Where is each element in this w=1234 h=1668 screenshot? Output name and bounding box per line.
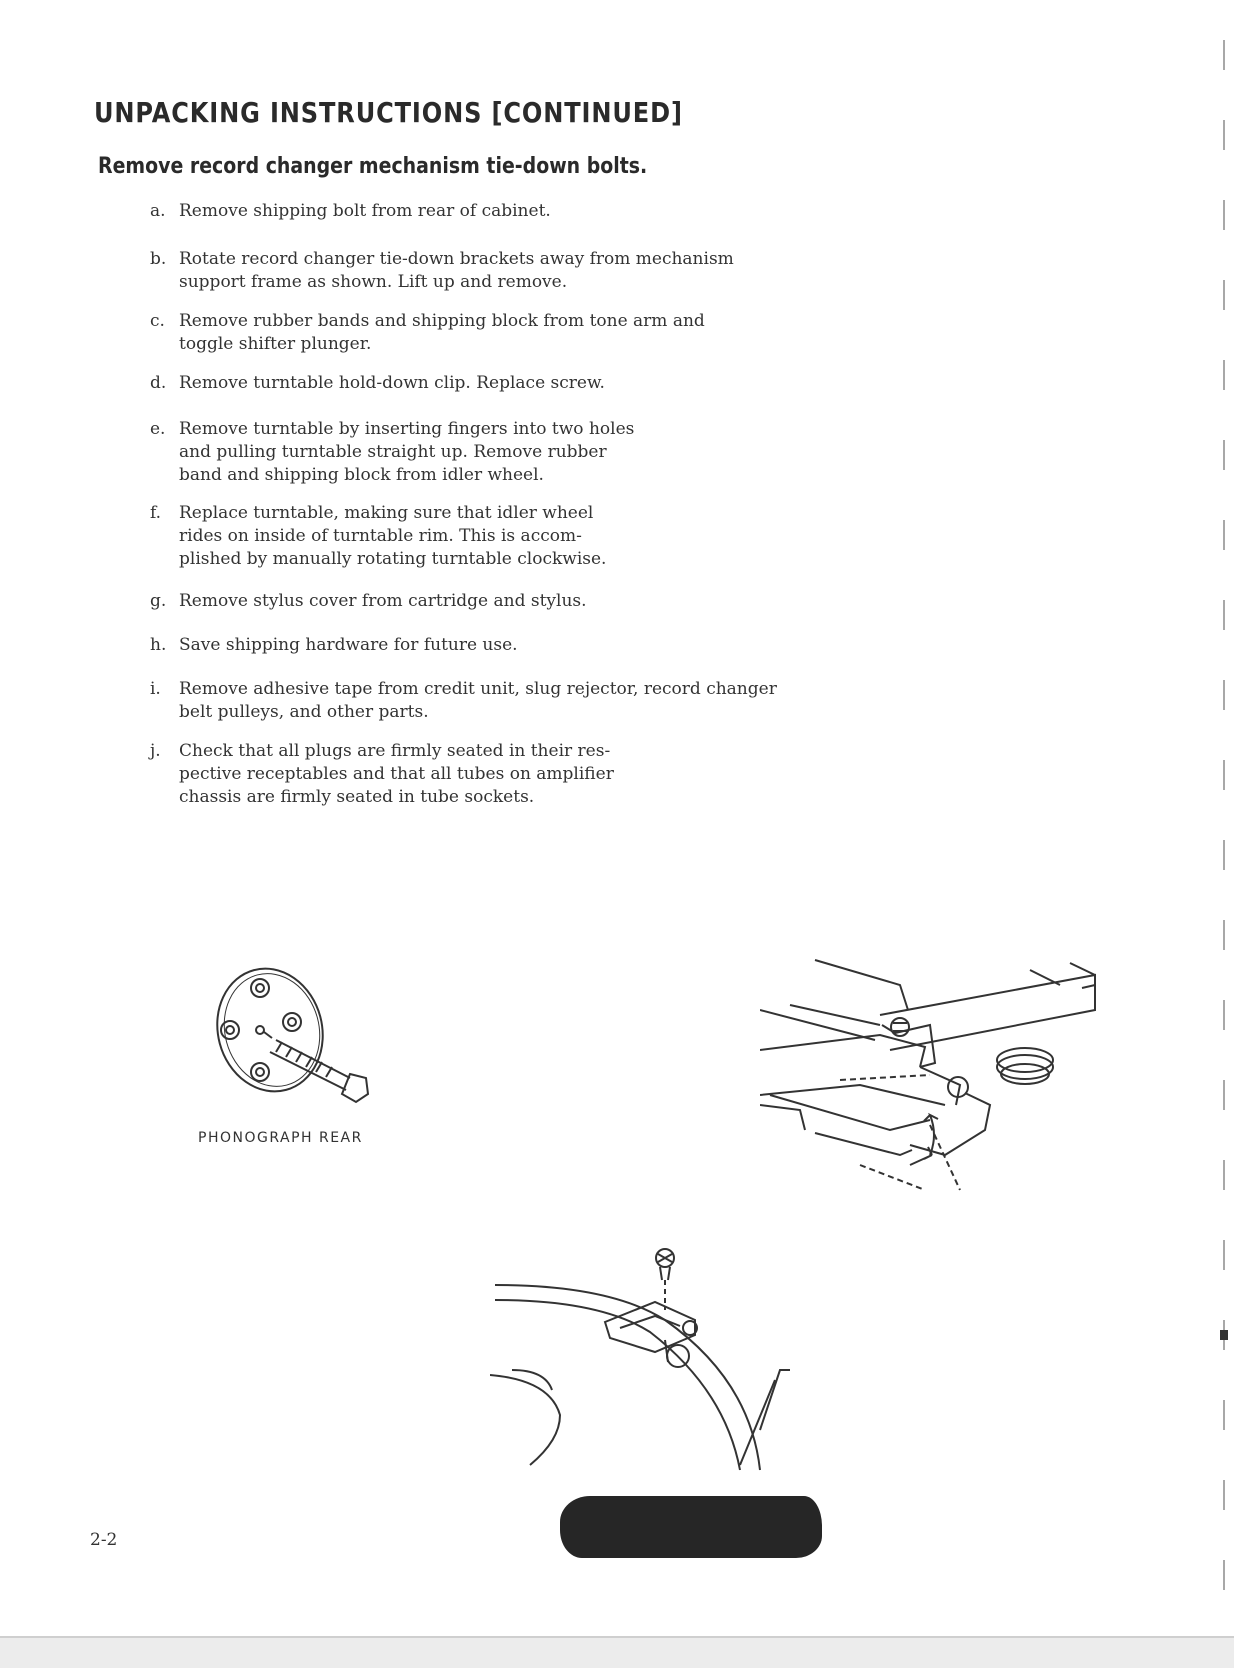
step-b	[150, 248, 734, 294]
step-text: Remove shipping bolt from rear of cabinet.	[179, 201, 551, 221]
page-title: UNPACKING INSTRUCTIONS [CONTINUED]	[94, 96, 683, 129]
step-letter: e.	[150, 419, 166, 439]
step-text: Replace turntable, making sure that idler wheel rides on inside of turntable rim. This is accom- plished by manually rotating turntable clockwise.	[179, 503, 607, 569]
step-letter: f.	[150, 503, 162, 523]
figure-caption: PHONOGRAPH REAR	[198, 1130, 363, 1146]
step-letter: a.	[150, 201, 166, 221]
tie-down-bracket-figure	[760, 955, 1100, 1225]
step-text: Check that all plugs are firmly seated in their res- pective receptables and that all tubes on amplifier chassis are firmly seated in tube sockets.	[179, 741, 614, 807]
step-d	[150, 372, 605, 395]
ink-blot	[560, 1496, 822, 1558]
phonograph-rear-figure	[200, 960, 400, 1130]
step-text: Remove turntable by inserting fingers into two holes and pulling turntable straight up. Remove rubber band and shipping block from idler wheel.	[179, 419, 635, 485]
step-letter: j.	[150, 741, 161, 761]
step-text: Remove turntable hold-down clip. Replace screw.	[179, 373, 605, 393]
step-letter: c.	[150, 311, 165, 331]
binding-marks	[1194, 0, 1234, 1668]
step-text: Remove rubber bands and shipping block from tone arm and toggle shifter plunger.	[179, 311, 705, 354]
step-letter: h.	[150, 635, 167, 655]
step-a	[150, 200, 551, 223]
step-letter: d.	[150, 373, 167, 393]
section-subtitle: Remove record changer mechanism tie-down bolts.	[98, 154, 648, 179]
page-bottom-edge	[0, 1636, 1234, 1668]
turntable-clip-figure	[490, 1240, 810, 1475]
step-c	[150, 310, 705, 356]
step-i	[150, 678, 777, 724]
page-number: 2-2	[90, 1530, 118, 1550]
step-text: Remove adhesive tape from credit unit, slug rejector, record changer belt pulleys, and other parts.	[179, 679, 777, 722]
step-letter: b.	[150, 249, 167, 269]
step-letter: i.	[150, 679, 161, 699]
step-text: Remove stylus cover from cartridge and stylus.	[179, 591, 587, 611]
step-h	[150, 634, 518, 657]
step-f	[150, 502, 606, 571]
step-g	[150, 590, 587, 613]
step-j	[150, 740, 614, 809]
step-e	[150, 418, 634, 487]
step-text: Save shipping hardware for future use.	[179, 635, 518, 655]
step-letter: g.	[150, 591, 167, 611]
step-text: Rotate record changer tie-down brackets away from mechanism support frame as shown. Lift up and remove.	[179, 249, 734, 292]
